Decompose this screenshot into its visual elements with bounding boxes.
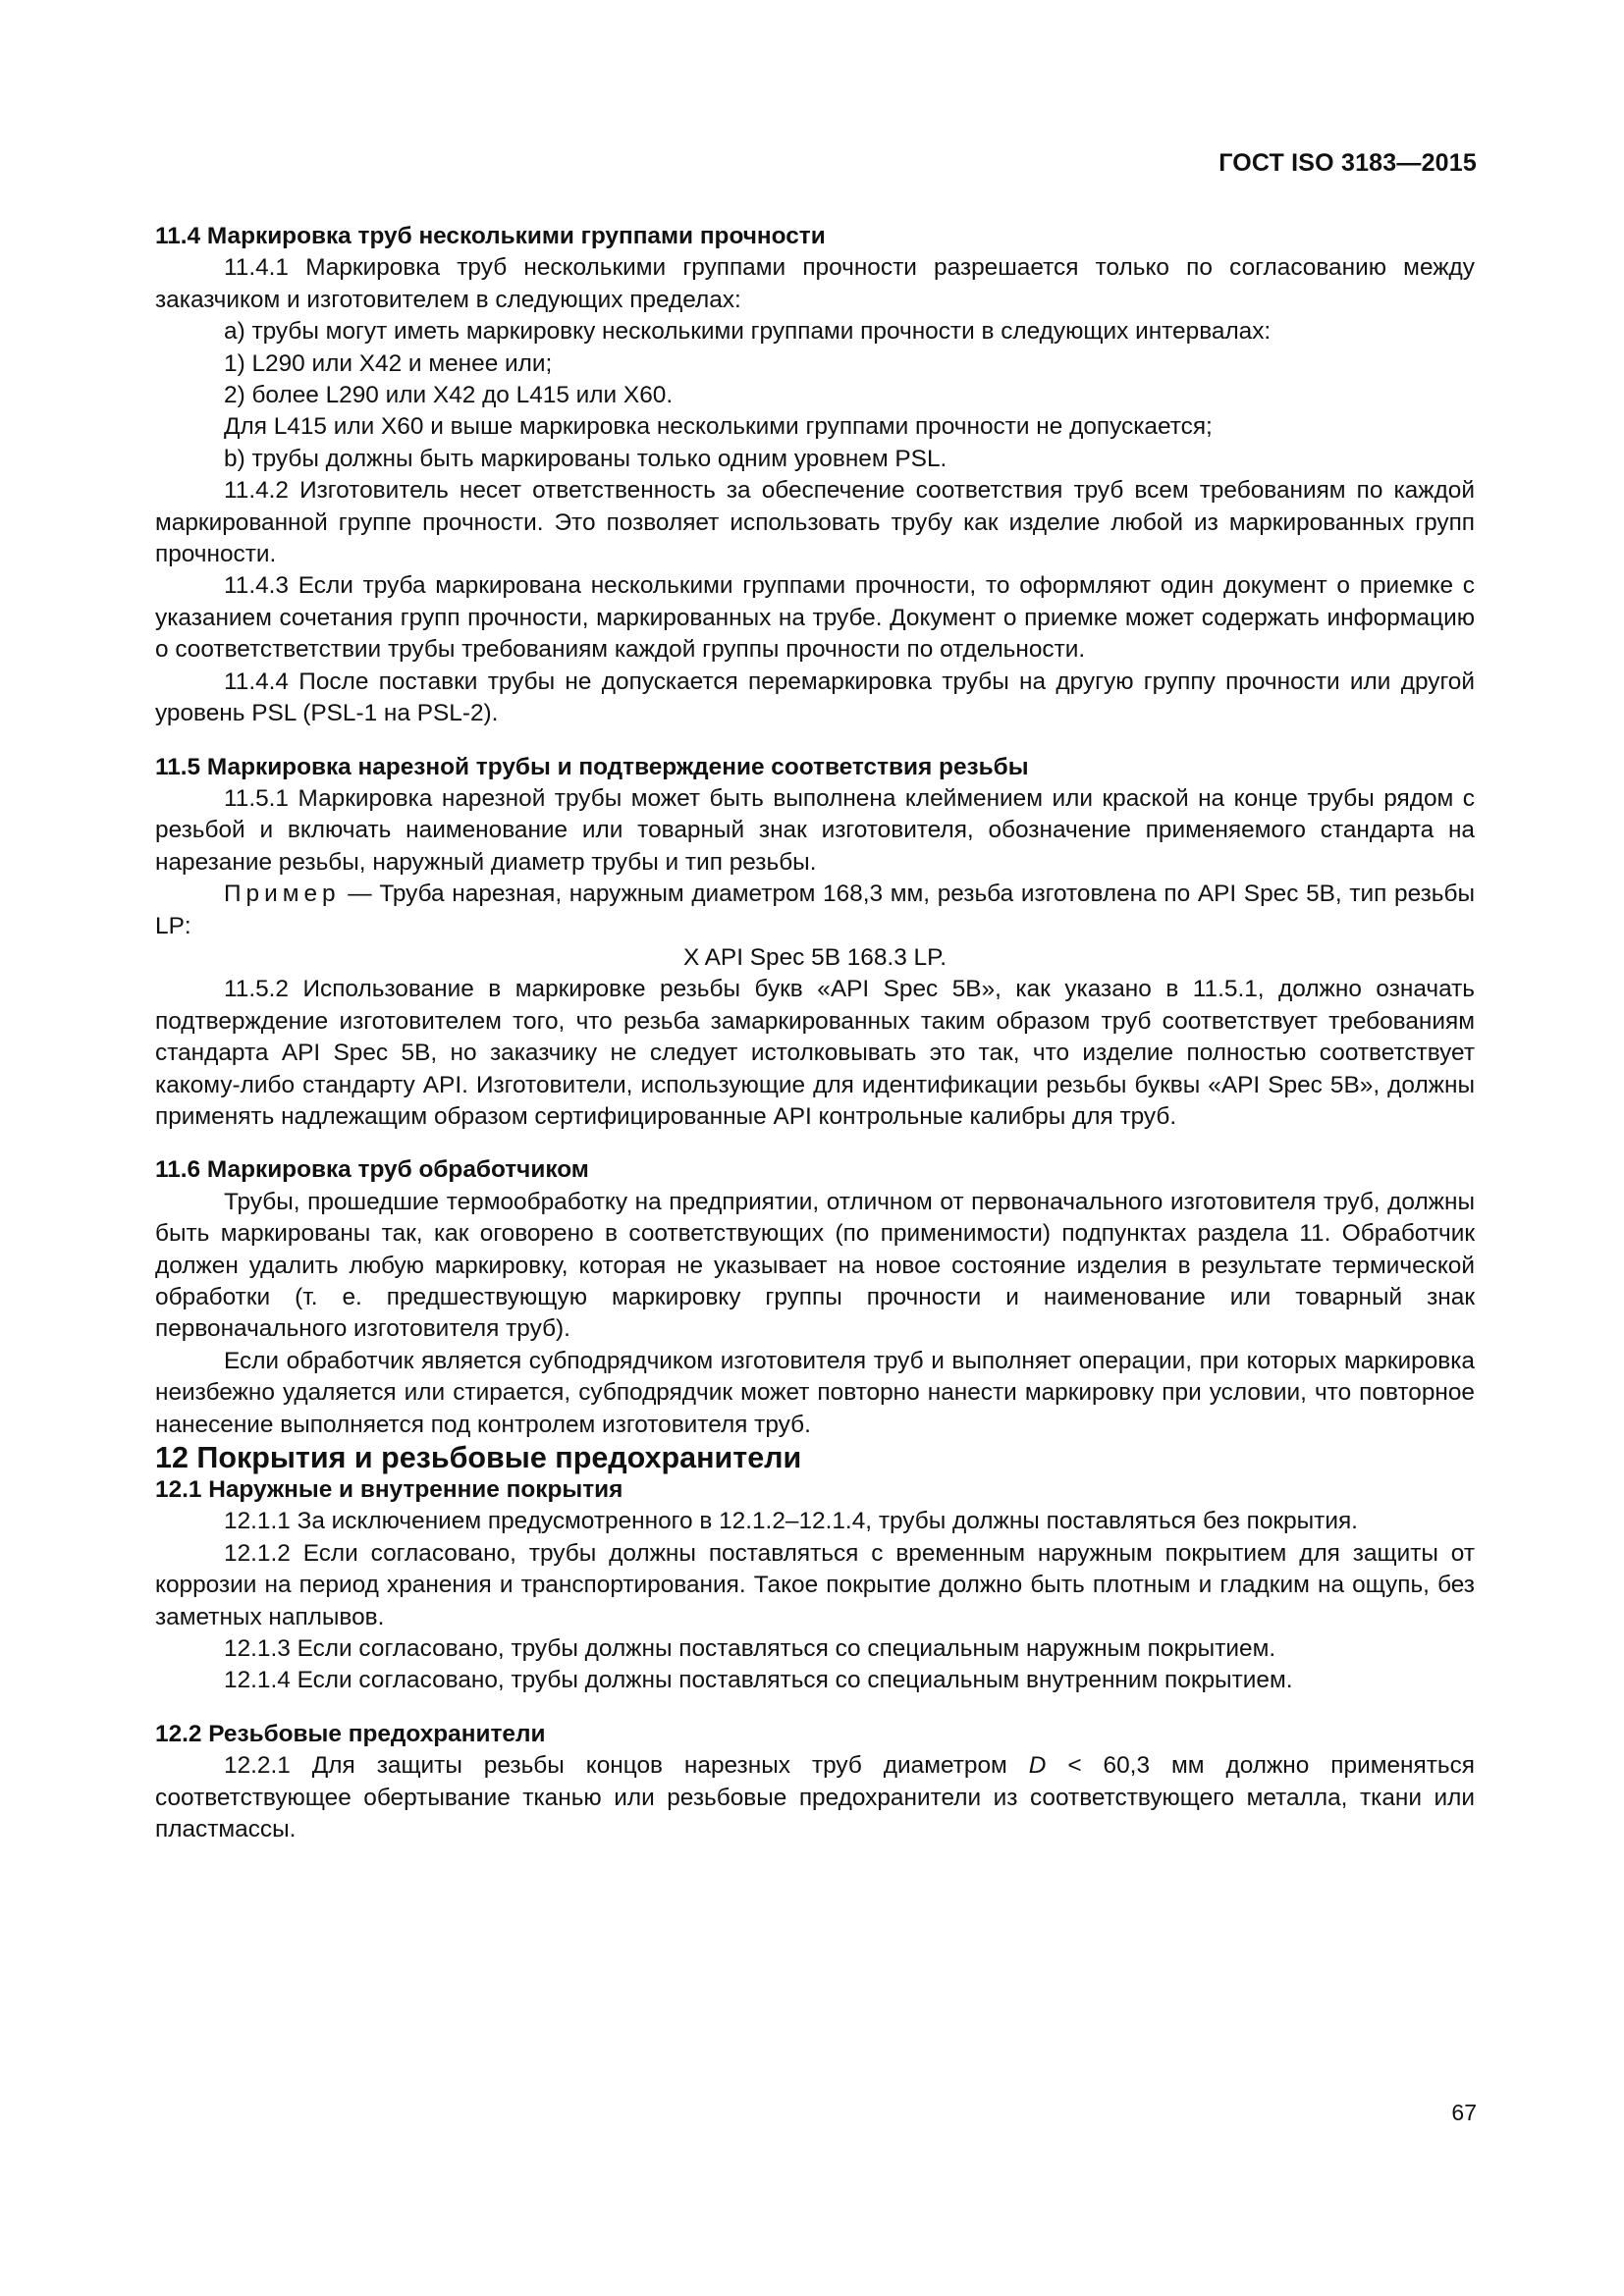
diameter-variable: D <box>1028 1752 1047 1780</box>
page-number: 67 <box>1451 2100 1477 2125</box>
paragraph-12-2-1-start: 12.2.1 Для защиты резьбы концов нарезных труб диаметром <box>224 1752 1029 1780</box>
subsection-title-11-5: 11.5 Маркировка нарезной трубы и подтверждение соответствия резьбы <box>155 753 1029 780</box>
example-paragraph <box>155 879 1475 942</box>
subsection-title-11-4: 11.4 Маркировка труб несколькими группами прочности <box>155 223 826 249</box>
paragraph-12-1-4: 12.1.4 Если согласовано, трубы должны поставляться со специальным внутренним покрытием. <box>224 1667 1293 1694</box>
subsection-title-12-1: 12.1 Наружные и внутренние покрытия <box>155 1476 623 1504</box>
section-title-12: 12 Покрытия и резьбовые предохранители <box>155 1441 802 1475</box>
paragraph-11-6-2: Если обработчик является субподрядчиком изготовителя труб и выполняет операции, при которых маркировка неизбежно удаляется или стирается, субподрядчик может повторно нанести маркировку при условии, что повторное нанесение выполняется под контролем изготовителя труб. <box>155 1347 1475 1438</box>
paragraph-12-2-1-end: < 60,3 мм должно применяться соответствующее обертывание тканью или резьбовые предохранители из соответствующего металла, ткани или пластмассы. <box>155 1752 1475 1843</box>
paragraph-12-2-1 <box>155 1750 1475 1845</box>
subsection-title-11-6: 11.6 Маркировка труб обработчиком <box>155 1156 589 1184</box>
list-item-a2: 2) более L290 или X42 до L415 или X60. <box>224 382 674 409</box>
list-item-a: а) трубы могут иметь маркировку несколькими группами прочности в следующих интервалах: <box>224 318 1272 346</box>
paragraph-11-6-1: Трубы, прошедшие термообработку на предприятии, отличном от первоначального изготовителя труб, должны быть маркированы так, как оговорено в соответствующих (по применимости) подпунктах раздела 11. Обработчик должен удалить любую маркировку, которая не указывает на новое состояние изделия в результате термической обработки (т. е. предшествующую маркировку группы прочности и наименование или товарный знак первоначального изготовителя труб). <box>155 1188 1475 1343</box>
example-code: X API Spec 5B 168.3 LP. <box>682 943 947 971</box>
list-item-a-note: Для L415 или X60 и выше маркировка несколькими группами прочности не допускается; <box>224 413 1213 441</box>
paragraph-11-4-1: 11.4.1 Маркировка труб несколькими группами прочности разрешается только по согласованию между заказчиком и изготовителем в следующих пределах: <box>155 254 1475 313</box>
list-item-b: b) трубы должны быть маркированы только одним уровнем PSL. <box>224 445 947 472</box>
subsection-title-12-2: 12.2 Резьбовые предохранители <box>155 1720 546 1747</box>
paragraph-12-1-3: 12.1.3 Если согласовано, трубы должны поставляться со специальным наружным покрытием. <box>224 1635 1276 1663</box>
paragraph-11-5-1: 11.5.1 Маркировка нарезной трубы может быть выполнена клеймением или краской на конце трубы рядом с резьбой и включать наименование или товарный знак изготовителя, обозначение применяемого стандарта на нарезание резьбы, наружный диаметр трубы и тип резьбы. <box>155 784 1475 876</box>
example-label: Пример <box>224 881 341 908</box>
paragraph-11-4-4: 11.4.4 После поставки трубы не допускается перемаркировка трубы на другую группу прочности или другой уровень PSL (PSL-1 на PSL-2). <box>155 667 1475 727</box>
paragraph-12-1-2: 12.1.2 Если согласовано, трубы должны поставляться с временным наружным покрытием для защиты от коррозии на период хранения и транспортирования. Такое покрытие должно быть плотным и гладким на ощупь, без заметных наплывов. <box>155 1539 1475 1630</box>
paragraph-12-1-1: 12.1.1 За исключением предусмотренного в 12.1.2–12.1.4, трубы должны поставляться без покрытия. <box>224 1508 1358 1535</box>
page-content <box>155 221 1475 1846</box>
example-text: — Труба нарезная, наружным диаметром 168,3 мм, резьба изготовлена по API Spec 5B, тип резьбы LP: <box>155 881 1475 939</box>
list-item-a1: 1) L290 или X42 и менее или; <box>224 349 553 377</box>
paragraph-11-5-2: 11.5.2 Использование в маркировке резьбы букв «API Spec 5B», как указано в 11.5.1, должно означать подтверждение изготовителем того, что резьба замаркированных таким образом труб соответствует требованиям стандарта API Spec 5B, но заказчику не следует истолковывать это так, что изделие полностью соответствует какому-либо стандарту API. Изготовители, использующие для идентификации резьбы буквы «API Spec 5B», должны применять надлежащим образом сертифицированные API контрольные калибры для труб. <box>155 976 1475 1130</box>
paragraph-11-4-3: 11.4.3 Если труба маркирована несколькими группами прочности, то оформляют один документ о приемке с указанием сочетания групп прочности, маркированных на трубе. Документ о приемке может содержать информацию о соответстветствии трубы требованиям каждой группы прочности по отдельности. <box>155 572 1475 664</box>
paragraph-11-4-2: 11.4.2 Изготовитель несет ответственность за обеспечение соответствия труб всем требованиям по каждой маркированной группе прочности. Это позволяет использовать трубу как изделие любой из маркированных групп прочности. <box>155 477 1475 568</box>
standard-header: ГОСТ ISO 3183—2015 <box>1218 149 1477 177</box>
